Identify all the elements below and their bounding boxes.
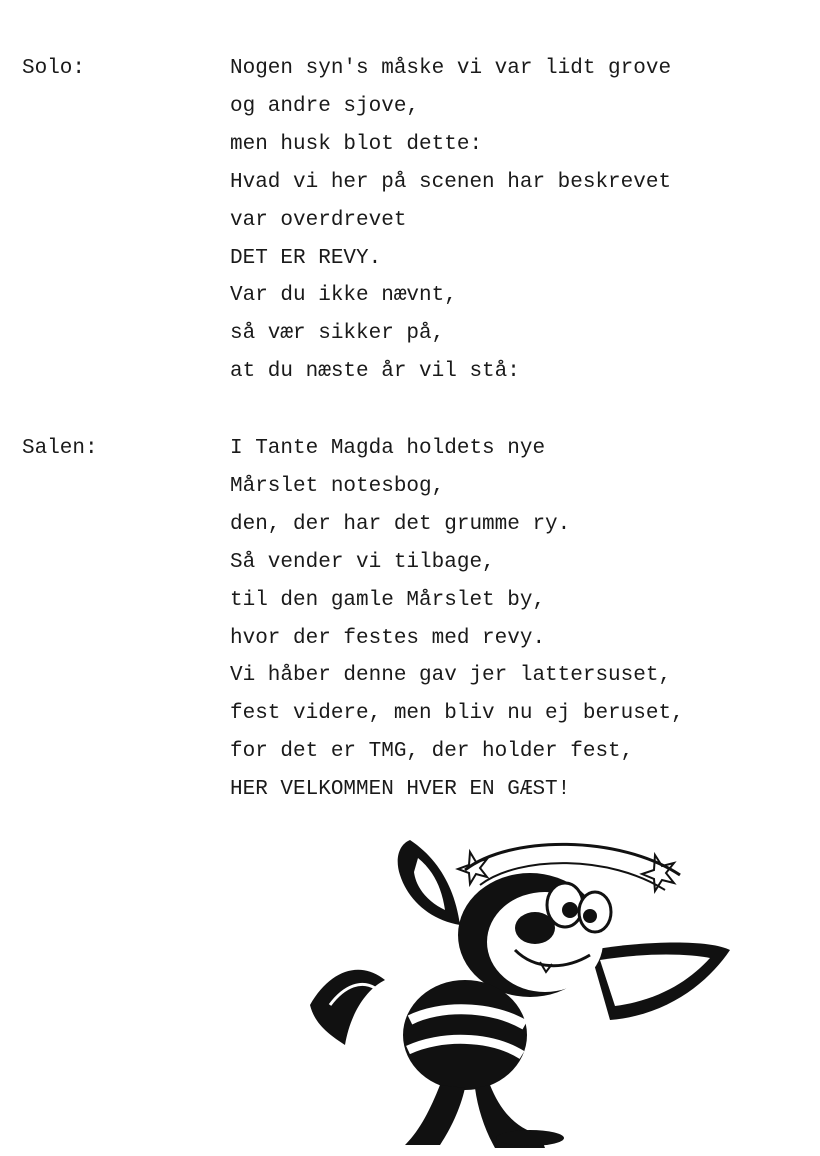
speaker-label: Salen:	[22, 437, 98, 460]
lyric-line: hvor der festes med revy.	[230, 626, 546, 650]
lyric-line: for det er TMG, der holder fest,	[230, 740, 634, 764]
lyric-line: Hvad vi her på scenen har beskrevet	[230, 170, 672, 194]
lyric-line: at du næste år vil stå:	[230, 360, 520, 384]
lyric-line: DET ER REVY.	[230, 246, 382, 270]
dizzy-cartoon-bee-icon	[290, 830, 750, 1150]
lyric-line: Var du ikke nævnt,	[230, 284, 457, 308]
lyric-line: den, der har det grumme ry.	[230, 512, 571, 536]
lyric-line: HER VELKOMMEN HVER EN GÆST!	[230, 778, 571, 802]
lyric-line: Så vender vi tilbage,	[230, 550, 495, 574]
lyric-line: og andre sjove,	[230, 94, 420, 118]
verse-lines	[230, 430, 684, 809]
lyric-line: til den gamle Mårslet by,	[230, 588, 546, 612]
speaker-label: Solo:	[22, 57, 86, 80]
lyric-line: fest videre, men bliv nu ej beruset,	[230, 702, 684, 726]
lyric-line: Nogen syn's måske vi var lidt grove	[230, 57, 672, 80]
verse-lines	[230, 50, 671, 391]
lyric-line: Mårslet notesbog,	[230, 474, 445, 498]
lyric-line: Vi håber denne gav jer lattersuset,	[230, 664, 672, 688]
lyric-line: men husk blot dette:	[230, 132, 483, 156]
lyric-line: var overdrevet	[230, 208, 407, 232]
lyric-line: så vær sikker på,	[230, 322, 445, 346]
lyric-line: I Tante Magda holdets nye	[230, 437, 546, 460]
